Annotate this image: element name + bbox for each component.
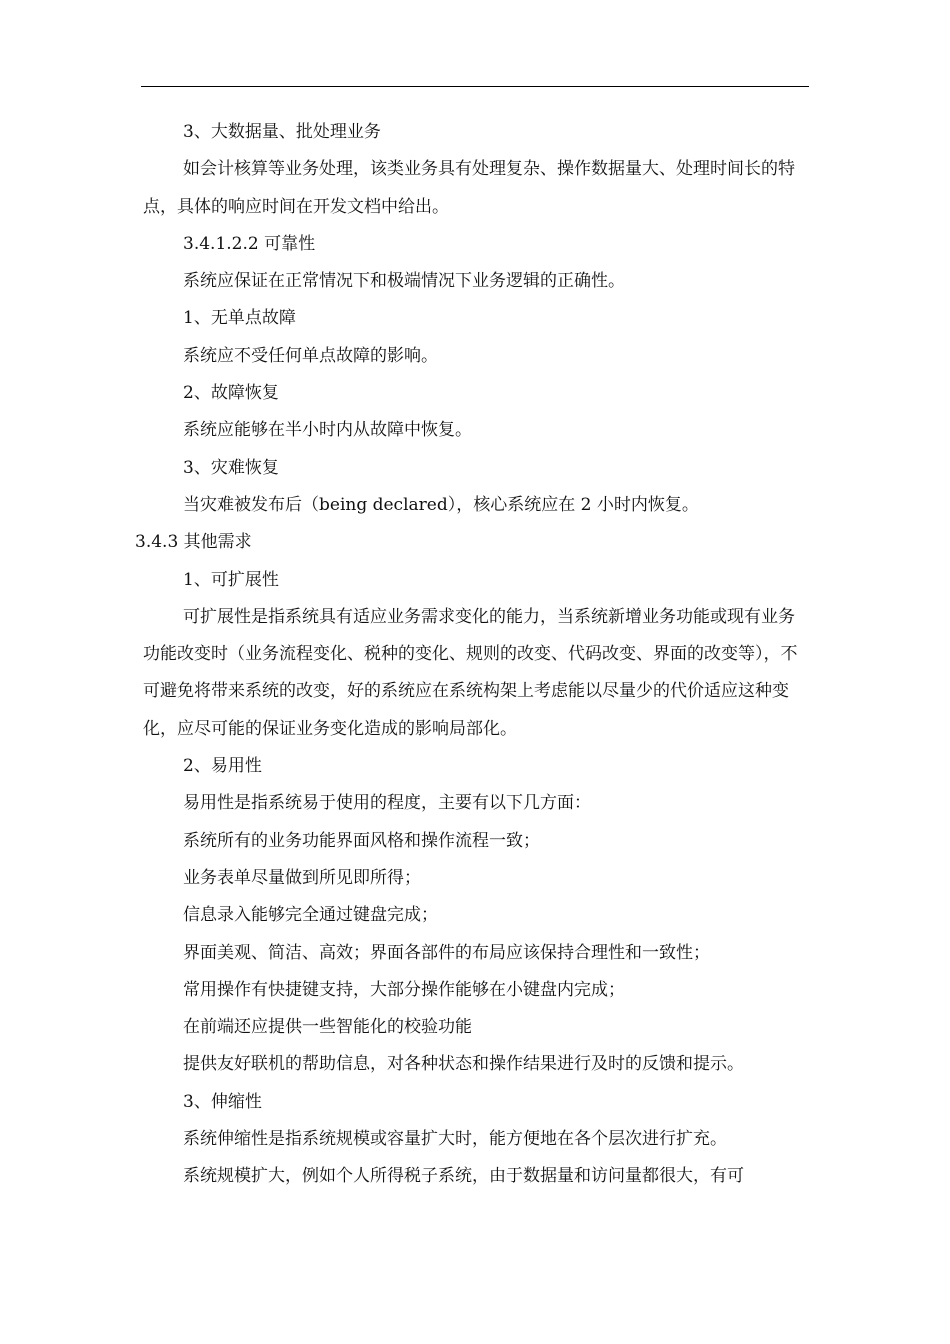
- list-item: 常用操作有快捷键支持，大部分操作能够在小键盘内完成；: [183, 979, 625, 1000]
- paragraph: 当灾难被发布后（being declared），核心系统应在 2 小时内恢复。: [183, 494, 699, 515]
- paragraph: 系统应能够在半小时内从故障中恢复。: [183, 420, 472, 441]
- list-item-heading: 3、伸缩性: [183, 1091, 262, 1112]
- list-item-heading: 3、灾难恢复: [183, 457, 279, 478]
- paragraph: 系统应保证在正常情况下和极端情况下业务逻辑的正确性。: [183, 271, 625, 292]
- list-item: 在前端还应提供一些智能化的校验功能: [183, 1017, 472, 1038]
- list-item: 业务表单尽量做到所见即所得；: [183, 867, 421, 888]
- list-item: 提供友好联机的帮助信息，对各种状态和操作结果进行及时的反馈和提示。: [183, 1054, 744, 1075]
- paragraph: 可扩展性是指系统具有适应业务需求变化的能力，当系统新增业务功能或现有业务功能改变时（业务流程变化、税种的变化、规则的改变、代码改变、界面的改变等），不可避免将带来系统的改变，好的系统应在系统构架上考虑能以尽量少的代价适应这种变化，应尽可能的保证业务变化造成的影响局部化。: [143, 606, 798, 739]
- header-rule: [141, 86, 809, 87]
- paragraph: 系统应不受任何单点故障的影响。: [183, 345, 438, 366]
- list-item: 信息录入能够完全通过键盘完成；: [183, 905, 438, 926]
- section-heading: 3.4.3 其他需求: [135, 532, 252, 553]
- section-heading: 3.4.1.2.2 可靠性: [183, 233, 316, 254]
- paragraph: 系统规模扩大，例如个人所得税子系统，由于数据量和访问量都很大，有可: [183, 1166, 744, 1187]
- paragraph: 如会计核算等业务处理，该类业务具有处理复杂、操作数据量大、处理时间长的特点，具体的响应时间在开发文档中给出。: [143, 159, 795, 217]
- list-item-heading: 3、大数据量、批处理业务: [183, 122, 381, 142]
- paragraph: 系统伸缩性是指系统规模或容量扩大时，能方便地在各个层次进行扩充。: [183, 1129, 727, 1150]
- list-item-heading: 1、可扩展性: [183, 569, 279, 590]
- paragraph: 易用性是指系统易于使用的程度，主要有以下几方面：: [183, 793, 591, 814]
- list-item: 界面美观、简洁、高效；界面各部件的布局应该保持合理性和一致性；: [183, 942, 710, 963]
- list-item-heading: 2、故障恢复: [183, 383, 279, 404]
- document-body: [135, 114, 809, 1196]
- list-item-heading: 1、无单点故障: [183, 308, 296, 329]
- list-item-heading: 2、易用性: [183, 756, 262, 777]
- list-item: 系统所有的业务功能界面风格和操作流程一致；: [183, 830, 540, 851]
